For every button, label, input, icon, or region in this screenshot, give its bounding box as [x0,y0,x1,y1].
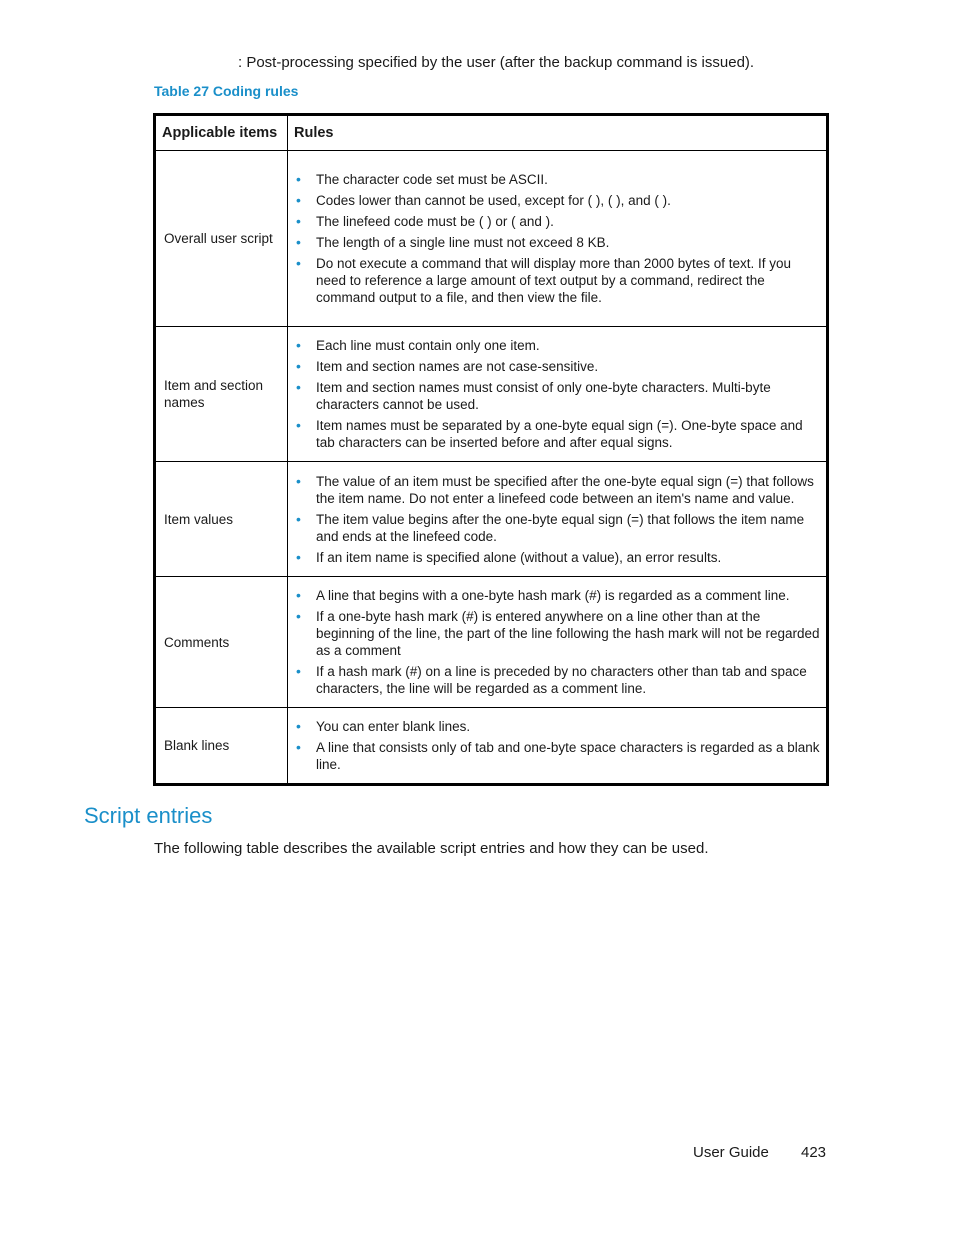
table-row [155,462,828,577]
row-rules [288,708,828,785]
rule-item: • The linefeed code must be ( ) or ( and ). [296,213,820,230]
section-heading: Script entries [84,803,213,828]
section-body: The following table describes the available script entries and how they can be used. [154,840,709,857]
coding-rules-table [153,113,829,786]
table-row [155,577,828,708]
header-applicable-items: Applicable items [155,115,288,151]
rule-item: • A line that begins with a one-byte hash mark (#) is regarded as a comment line. [296,587,820,604]
row-rules [288,577,828,708]
rule-item: • A line that consists only of tab and one-byte space characters is regarded as a blank line. [296,739,820,773]
row-item-label: Overall user script [155,151,288,327]
footer-page-number: 423 [801,1144,827,1161]
rule-item: • If a hash mark (#) on a line is preceded by no characters other than tab and space characters, the line will be regarded as a comment line. [296,663,820,697]
rule-item: • Codes lower than cannot be used, except for ( ), ( ), and ( ). [296,192,820,209]
row-rules [288,151,828,327]
rule-item: • The value of an item must be specified after the one-byte equal sign (=) that follows the item name. Do not enter a linefeed code between an item's name and value. [296,473,820,507]
footer-guide-label: User Guide [693,1144,769,1161]
table-row [155,708,828,785]
rule-item: • The item value begins after the one-byte equal sign (=) that follows the item name and ends at the linefeed code. [296,511,820,545]
row-item-label: Item and section names [155,327,288,462]
rule-item: • Each line must contain only one item. [296,337,820,354]
rule-item: • The length of a single line must not exceed 8 KB. [296,234,820,251]
rule-item: • Item names must be separated by a one-byte equal sign (=). One-byte space and tab characters can be inserted before and after equal signs. [296,417,820,451]
table-caption: Table 27 Coding rules [154,83,299,99]
table-header-row [155,115,828,151]
row-rules [288,462,828,577]
rule-item: • You can enter blank lines. [296,718,820,735]
row-item-label: Item values [155,462,288,577]
table-row [155,151,828,327]
row-item-label: Comments [155,577,288,708]
rule-item: • Item and section names must consist of only one-byte characters. Multi-byte characters cannot be used. [296,379,820,413]
table-row [155,327,828,462]
header-rules: Rules [288,115,828,151]
intro-text: : Post-processing specified by the user (after the backup command is issued). [238,54,755,71]
rule-item: • The character code set must be ASCII. [296,171,820,188]
row-item-label: Blank lines [155,708,288,785]
rule-item: • If an item name is specified alone (without a value), an error results. [296,549,820,566]
rule-item: • Item and section names are not case-sensitive. [296,358,820,375]
row-rules [288,327,828,462]
rule-item: • If a one-byte hash mark (#) is entered anywhere on a line other than at the beginning of the line, the part of the line following the hash mark will not be regarded as a comment [296,608,820,659]
rule-item: • Do not execute a command that will display more than 2000 bytes of text. If you need to reference a large amount of text output by a command, redirect the command output to a file, and then view the file. [296,255,820,306]
